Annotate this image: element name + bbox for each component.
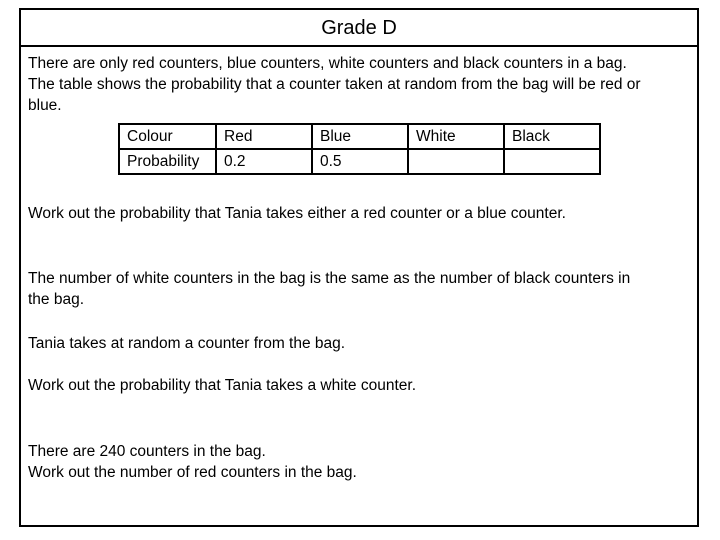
table-cell-colour: Colour	[119, 124, 216, 149]
table-header-row	[119, 124, 600, 149]
paragraph-white-black-line-1: The number of white counters in the bag is the same as the number of black counters in	[28, 270, 631, 287]
paragraph-240-line-2: Work out the number of red counters in the bag.	[28, 464, 357, 481]
probability-table	[118, 123, 601, 175]
table-cell-blue-probability: 0.5	[312, 149, 408, 174]
table-cell-red-probability: 0.2	[216, 149, 312, 174]
table-cell-black-probability[interactable]	[504, 149, 600, 174]
intro-paragraph	[28, 53, 691, 116]
table-probability-row	[119, 149, 600, 174]
table-cell-white: White	[408, 124, 504, 149]
worksheet-frame	[19, 8, 699, 527]
paragraph-240-line-1: There are 240 counters in the bag.	[28, 443, 266, 460]
question-2: Work out the probability that Tania takes a white counter.	[28, 377, 417, 394]
question-1: Work out the probability that Tania takes either a red counter or a blue counter.	[28, 205, 566, 222]
intro-line-3: blue.	[28, 97, 62, 114]
paragraph-white-black	[28, 268, 691, 310]
table-cell-black: Black	[504, 124, 600, 149]
table-cell-probability-label: Probability	[119, 149, 216, 174]
worksheet-title: Grade D	[21, 10, 697, 47]
paragraph-tania-takes: Tania takes at random a counter from the bag.	[28, 335, 346, 352]
table-cell-red: Red	[216, 124, 312, 149]
paragraph-240-counters	[28, 441, 691, 483]
table-cell-blue: Blue	[312, 124, 408, 149]
intro-line-1: There are only red counters, blue counters, white counters and black counters in a bag.	[28, 55, 627, 72]
table-cell-white-probability[interactable]	[408, 149, 504, 174]
intro-line-2: The table shows the probability that a counter taken at random from the bag will be red or	[28, 76, 641, 93]
paragraph-white-black-line-2: the bag.	[28, 291, 85, 308]
